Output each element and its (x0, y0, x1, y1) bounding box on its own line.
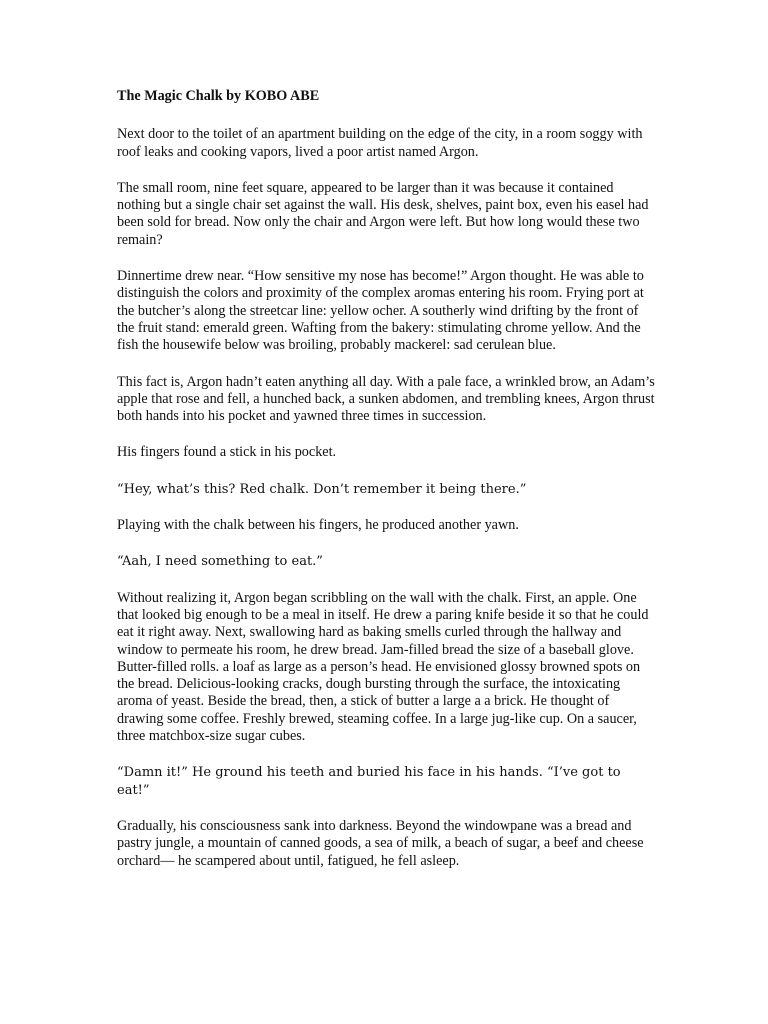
body-paragraph: Dinnertime drew near. “How sensitive my nose has become!” Argon thought. He was able to distinguish the colors and proximity of the complex aromas entering his room. Frying port at the butcher’s along the streetcar line: yellow ocher. A southerly wind drifting by the front of the fruit stand: emerald green. Wafting from the bakery: stimulating chrome yellow. And the fish the housewife below was broiling, probably mackerel: sad cerulean blue. (117, 268, 644, 354)
paragraph-list (117, 126, 657, 870)
dialogue-paragraph: “Damn it!” He ground his teeth and buried his face in his hands. “I’ve got to eat!” (117, 765, 621, 798)
dialogue-paragraph: “Aah, I need something to eat.” (117, 554, 323, 570)
body-paragraph: Without realizing it, Argon began scribbling on the wall with the chalk. First, an apple. One that looked big enough to be a meal in itself. He drew a paring knife beside it so that he could eat it right away. Next, swallowing hard as baking smells curled through the hallway and window to permeate his room, he drew bread. Jam-filled bread the size of a baseball glove. Butter-filled rolls. a loaf as large as a person’s head. He envisioned glossy browned spots on the bread. Delicious-looking cracks, dough bursting through the surface, the intoxicating aroma of yeast. Beside the bread, then, a stick of butter a large a a brick. He thought of drawing some coffee. Freshly brewed, steaming coffee. In a large jug-like cup. On a saucer, three matchbox-size sugar cubes. (117, 589, 649, 745)
body-paragraph: Gradually, his consciousness sank into darkness. Beyond the windowpane was a bread and pastry jungle, a mountain of canned goods, a sea of milk, a beach of sugar, a beef and cheese orchard— he scampered about until, fatigued, he fell asleep. (117, 817, 644, 869)
body-paragraph: The small room, nine feet square, appeared to be larger than it was because it contained nothing but a single chair set against the wall. His desk, shelves, paint box, even his easel had been sold for bread. Now only the chair and Argon were left. But how long would these two remain? (117, 179, 649, 248)
body-paragraph: Playing with the chalk between his fingers, he produced another yawn. (117, 517, 519, 534)
body-paragraph: Next door to the toilet of an apartment building on the edge of the city, in a room soggy with roof leaks and cooking vapors, lived a poor artist named Argon. (117, 126, 643, 160)
document-title: The Magic Chalk by KOBO ABE (117, 88, 320, 104)
body-paragraph: This fact is, Argon hadn’t eaten anything all day. With a pale face, a wrinkled brow, an Adam’s apple that rose and fell, a hunched back, a sunken abdomen, and trembling knees, Argon thrust both hands into his pocket and yawned three times in succession. (117, 373, 655, 425)
body-paragraph: His fingers found a stick in his pocket. (117, 444, 337, 461)
dialogue-paragraph: “Hey, what’s this? Red chalk. Don’t remember it being there.” (117, 481, 527, 497)
document-body (117, 88, 657, 889)
